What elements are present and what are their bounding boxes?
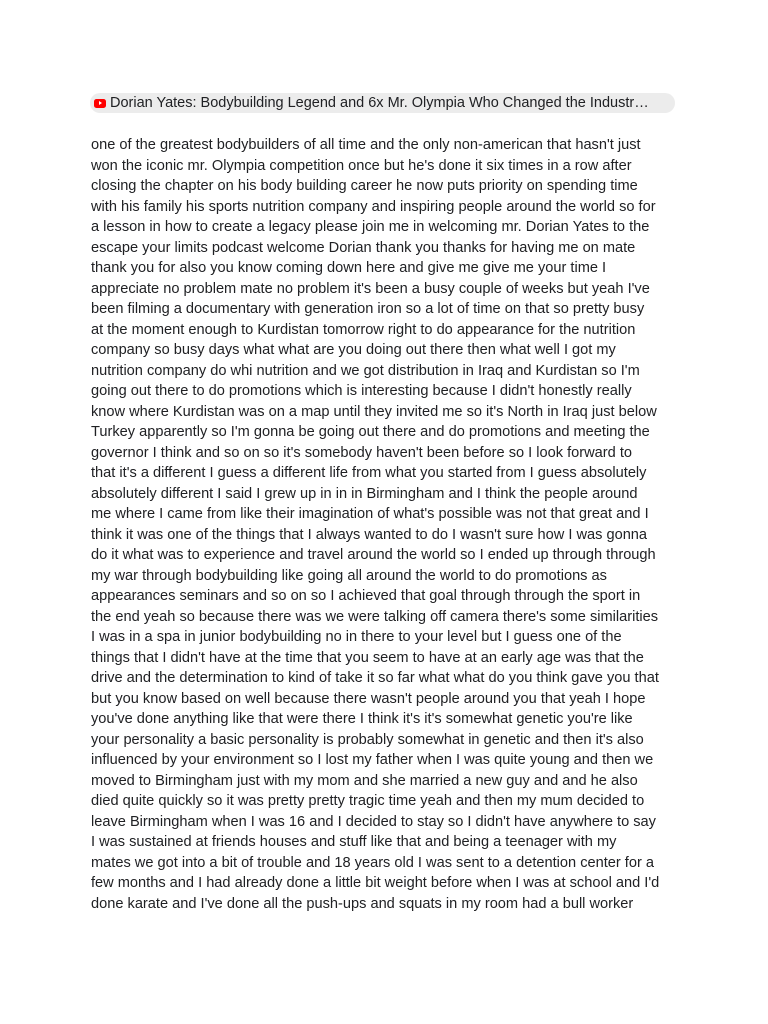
transcript-line: nutrition company do whi nutrition and we got distribution in Iraq and Kurdistan so I'm [91,362,640,379]
video-link-chip[interactable] [90,93,675,113]
transcript-line: but you know based on well because there wasn't people around you that yeah I hope [91,690,646,707]
transcript-line: done karate and I've done all the push-ups and squats in my room had a bull worker [91,895,634,912]
transcript-line: company so busy days what what are you doing out there then what well I got my [91,342,616,358]
transcript-line: think it was one of the things that I always wanted to do I wasn't sure how I was gonna [91,526,648,543]
transcript-line: I was in a spa in junior bodybuilding no in there to your level but I guess one of the [91,629,622,645]
transcript-line: died quite quickly so it was pretty pretty tragic time yeah and then my mum decided to [91,793,645,809]
transcript-line: a lesson in how to create a legacy please join me in welcoming mr. Dorian Yates to the [91,219,650,235]
youtube-play-icon [94,99,106,108]
transcript-line: escape your limits podcast welcome Dorian thank you thanks for having me on mate [91,239,636,256]
transcript-text [91,135,687,914]
transcript-line: your personality a basic personality is probably somewhat in genetic and then it's also [91,731,644,748]
transcript-line: been filming a documentary with generation iron so a lot of time on that so pretty busy [91,301,645,317]
transcript-line: moved to Birmingham just with my mom and she married a new guy and and he also [91,772,638,789]
transcript-line: you've done anything like that were there I think it's it's somewhat genetic you're like [91,711,633,727]
transcript-line: know where Kurdistan was on a map until they invited me so it's North in Iraq just below [91,403,657,420]
transcript-line: few months and I had already done a little bit weight before when I was at school and I'd [91,875,660,891]
transcript-line: won the iconic mr. Olympia competition once but he's done it six times in a row after [91,157,632,174]
transcript-line: mates we got into a bit of trouble and 18 years old I was sent to a detention center for a [91,854,655,871]
transcript-line: closing the chapter on his body building career he now puts priority on spending time [91,178,638,194]
transcript-line: influenced by your environment so I lost my father when I was quite young and then we [91,752,654,768]
video-title[interactable]: Dorian Yates: Bodybuilding Legend and 6x Mr. Olympia Who Changed the Industr… [110,95,649,111]
transcript-line: appearances seminars and so on so I achieved that goal through through the sport in [91,588,641,604]
transcript-line: the end yeah so because there was we were talking off camera there's some similarities [91,608,659,625]
transcript-line: at the moment enough to Kurdistan tomorrow right to do appearance for the nutrition [91,321,636,338]
transcript-line: me where I came from like their imagination of what's possible was not that great and I [91,506,649,522]
transcript-line: do it what was to experience and travel around the world so I ended up through through [91,547,656,563]
transcript-line: with his family his sports nutrition company and inspiring people around the world so for [91,198,656,215]
transcript-line: that it's a different I guess a different life from what you started from I guess absolutely [91,465,647,481]
transcript-line: thank you for also you know coming down here and give me give me your time I [91,260,607,276]
transcript-line: absolutely different I said I grew up in in in Birmingham and I think the people around [91,485,638,502]
transcript-line: going out there to do promotions which is interesting because I didn't honestly really [91,383,632,399]
transcript-line: one of the greatest bodybuilders of all time and the only non-american that hasn't just [91,137,641,153]
transcript-line: governor I think and so on so it's somebody haven't been before so I look forward to [91,444,632,461]
transcript-line: appreciate no problem mate no problem it's been a busy couple of weeks but yeah I've [91,280,650,297]
transcript-line: Turkey apparently so I'm gonna be going out there and do promotions and meeting the [91,424,650,440]
transcript-line: I was sustained at friends houses and stuff like that and being a teenager with my [91,834,617,850]
transcript-line: leave Birmingham when I was 16 and I decided to stay so I didn't have anywhere to say [91,813,656,830]
transcript-line: things that I didn't have at the time that you seem to have at an early age was that the [91,649,644,666]
transcript-line: drive and the determination to kind of take it so far what what do you think gave you that [91,670,659,686]
transcript-line: my war through bodybuilding like going all around the world to do promotions as [91,567,607,584]
